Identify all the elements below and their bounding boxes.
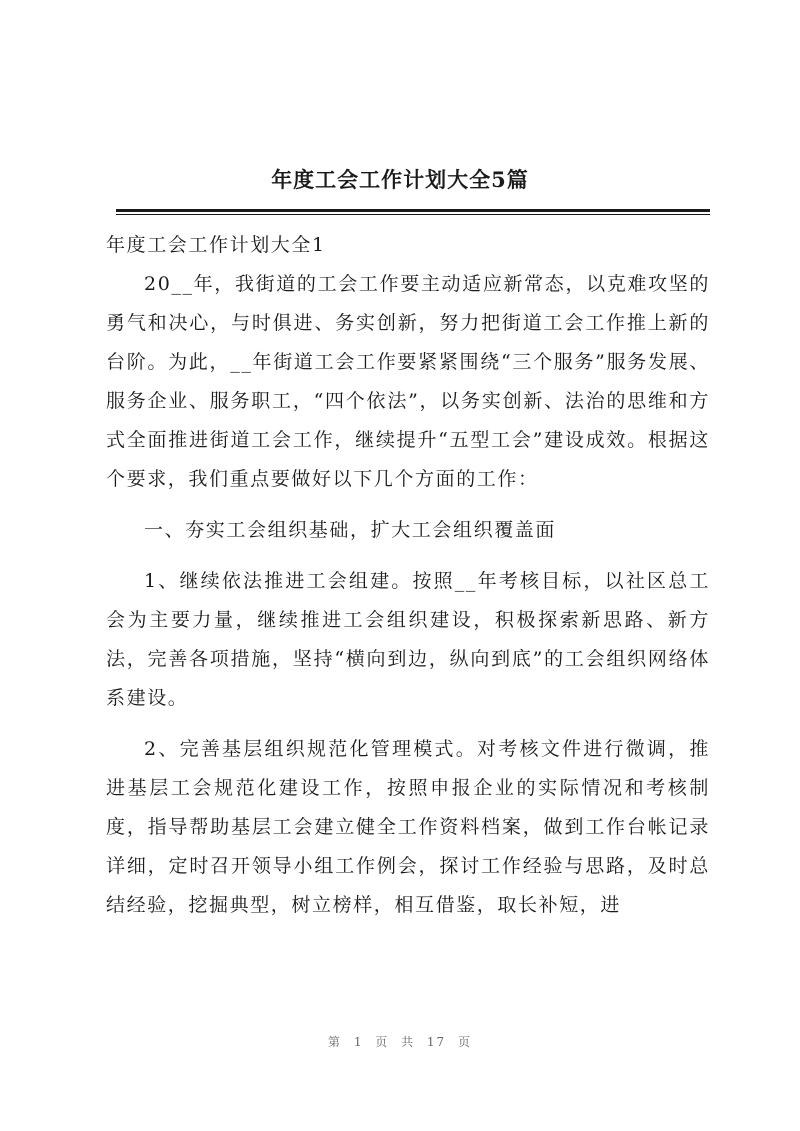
paragraph-intro: 20__年，我街道的工会工作要主动适应新常态，以克难攻坚的勇气和决心，与时俱进、务实创新，努力把街道工会工作推上新的台阶。为此，__年街道工会工作要紧紧围绕“三个服务”服务发展、服务企业、服务职工，“四个依法”，以务实创新、法治的思维和方式全面推进街道工会工作，继续提升“五型工会”建设成效。根据这个要求，我们重点要做好以下几个方面的工作： xyxy=(106,273,710,490)
document-body xyxy=(106,226,710,925)
title-rule-thin xyxy=(116,214,710,215)
paragraph-heading-one: 一、夯实工会组织基础，扩大工会组织覆盖面 xyxy=(144,519,557,541)
title-rule-thick xyxy=(116,209,710,212)
section-heading: 年度工会工作计划大全1 xyxy=(106,234,326,256)
document-title: 年度工会工作计划大全5篇 xyxy=(271,167,529,192)
paragraph-item-1: 1、继续依法推进工会组建。按照__年考核目标，以社区总工会为主要力量，继续推进工会组织建设，积极探索新思路、新方法，完善各项措施，坚持“横向到边，纵向到底”的工会组织网络体系建设。 xyxy=(106,570,710,709)
paragraph-item-2: 2、完善基层组织规范化管理模式。对考核文件进行微调，推进基层工会规范化建设工作，按照申报企业的实际情况和考核制度，指导帮助基层工会建立健全工作资料档案，做到工作台帐记录详细，定时召开领导小组工作例会，探讨工作经验与思路，及时总结经验，挖掘典型，树立榜样，相互借鉴，取长补短，进 xyxy=(106,738,710,916)
page-number-footer: 第 1 页 共 17 页 xyxy=(328,1035,472,1049)
